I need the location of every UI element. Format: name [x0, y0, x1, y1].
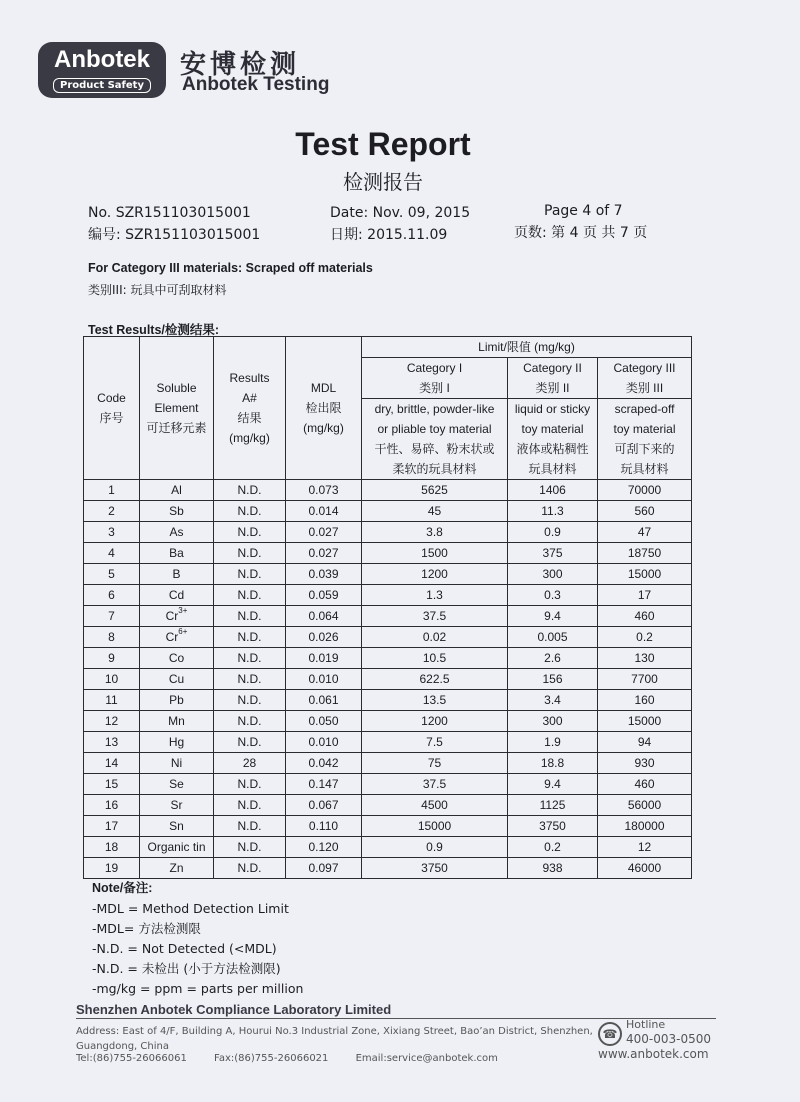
header-cat3-desc — [598, 399, 692, 480]
cell-result: N.D. — [214, 648, 286, 669]
cell-code: 17 — [84, 816, 140, 837]
header-cat1-desc — [362, 399, 508, 480]
cell-mdl: 0.027 — [286, 543, 362, 564]
cell-cat2: 1406 — [508, 480, 598, 501]
cell-result: N.D. — [214, 690, 286, 711]
cell-result: N.D. — [214, 522, 286, 543]
element-symbol: Cr — [165, 629, 179, 644]
header-element-en1: Soluble — [156, 381, 197, 395]
cell-cat1: 10.5 — [362, 648, 508, 669]
cell-cat3: 560 — [598, 501, 692, 522]
cat2-desc-4: 玩具材料 — [528, 462, 577, 476]
cell-element — [140, 627, 214, 648]
cell-element: Ba — [140, 543, 214, 564]
header-mdl — [286, 337, 362, 480]
header-results-1: Results — [229, 371, 270, 385]
cell-result: N.D. — [214, 795, 286, 816]
report-number: No. SZR151103015001 — [88, 205, 251, 221]
cell-mdl: 0.026 — [286, 627, 362, 648]
cell-mdl: 0.110 — [286, 816, 362, 837]
header-cat2-desc — [508, 399, 598, 480]
cell-code: 6 — [84, 585, 140, 606]
cell-element: Ni — [140, 753, 214, 774]
note-line: -N.D. = Not Detected (<MDL) — [92, 941, 277, 956]
header-results-cn: 结果 — [237, 411, 262, 425]
cell-result: N.D. — [214, 858, 286, 879]
cell-cat1: 3750 — [362, 858, 508, 879]
cat2-desc-2: toy material — [521, 422, 584, 436]
cell-cat3: 47 — [598, 522, 692, 543]
cell-mdl: 0.019 — [286, 648, 362, 669]
cell-cat3: 94 — [598, 732, 692, 753]
cell-cat1: 13.5 — [362, 690, 508, 711]
logo-chinese-name: 安博检测 — [180, 50, 301, 80]
cat1-desc-2: or pliable toy material — [377, 422, 492, 436]
notes-heading: Note/备注: — [92, 881, 153, 895]
header-cat2 — [508, 358, 598, 399]
cell-cat3: 18750 — [598, 543, 692, 564]
header-cat1-cn: 类别 I — [419, 381, 450, 395]
header-cat1 — [362, 358, 508, 399]
cell-cat2: 9.4 — [508, 606, 598, 627]
cell-result: N.D. — [214, 816, 286, 837]
header-element — [140, 337, 214, 480]
cell-mdl: 0.042 — [286, 753, 362, 774]
cell-cat1: 3.8 — [362, 522, 508, 543]
cell-cat2: 938 — [508, 858, 598, 879]
cell-mdl: 0.027 — [286, 522, 362, 543]
table-row — [84, 606, 692, 627]
table-row — [84, 564, 692, 585]
cell-mdl: 0.097 — [286, 858, 362, 879]
report-title-cn: 检测报告 — [343, 170, 423, 194]
cell-cat3: 160 — [598, 690, 692, 711]
results-table — [83, 336, 692, 879]
header-mdl-en: MDL — [310, 381, 337, 395]
cell-element: Pb — [140, 690, 214, 711]
header-mdl-cn: 检出限 — [305, 401, 342, 415]
header-cat2-cn: 类别 II — [535, 381, 570, 395]
cell-cat3: 15000 — [598, 711, 692, 732]
cell-cat1: 15000 — [362, 816, 508, 837]
footer-contacts — [76, 1053, 522, 1064]
note-line: -mg/kg = ppm = parts per million — [92, 981, 304, 996]
logo-tagline: Product Safety — [53, 78, 151, 93]
page-number-cn: 页数: 第 4 页 共 7 页 — [514, 225, 648, 241]
table-row — [84, 648, 692, 669]
table-row — [84, 522, 692, 543]
table-row — [84, 585, 692, 606]
cell-mdl: 0.073 — [286, 480, 362, 501]
cell-result: N.D. — [214, 585, 286, 606]
note-line: -N.D. = 未检出 (小于方法检测限) — [92, 961, 281, 976]
category-heading-cn: 类别III: 玩具中可刮取材料 — [88, 283, 227, 297]
cell-element: Cu — [140, 669, 214, 690]
cat1-desc-1: dry, brittle, powder-like — [374, 402, 495, 416]
cell-element: Sn — [140, 816, 214, 837]
element-symbol: Cr — [165, 608, 179, 623]
cell-mdl: 0.010 — [286, 669, 362, 690]
hotline-label: Hotline — [626, 1018, 666, 1031]
cell-result: N.D. — [214, 564, 286, 585]
cell-mdl: 0.039 — [286, 564, 362, 585]
cell-cat1: 1200 — [362, 564, 508, 585]
cell-element: Co — [140, 648, 214, 669]
cell-code: 9 — [84, 648, 140, 669]
cell-cat2: 0.3 — [508, 585, 598, 606]
cell-result: 28 — [214, 753, 286, 774]
table-row — [84, 837, 692, 858]
table-row — [84, 858, 692, 879]
anbotek-logo — [38, 42, 166, 98]
cell-cat1: 45 — [362, 501, 508, 522]
cell-element: Organic tin — [140, 837, 214, 858]
cell-cat3: 56000 — [598, 795, 692, 816]
header-results-2: A# — [242, 391, 257, 405]
cell-result: N.D. — [214, 837, 286, 858]
cell-cat3: 460 — [598, 774, 692, 795]
table-row — [84, 501, 692, 522]
report-number-cn: 编号: SZR151103015001 — [88, 227, 261, 243]
cell-code: 4 — [84, 543, 140, 564]
cell-cat1: 1500 — [362, 543, 508, 564]
header-cat3-cn: 类别 III — [625, 381, 664, 395]
test-results-title: Test Results/检测结果: — [88, 323, 220, 337]
element-charge: 3+ — [178, 605, 188, 615]
header-limit: Limit/限值 (mg/kg) — [362, 337, 692, 358]
cell-mdl: 0.014 — [286, 501, 362, 522]
footer-company: Shenzhen Anbotek Compliance Laboratory Limited — [76, 1002, 392, 1017]
cell-cat2: 2.6 — [508, 648, 598, 669]
hotline-block — [598, 1018, 728, 1062]
cell-result: N.D. — [214, 732, 286, 753]
report-title: Test Report — [295, 126, 471, 162]
table-row — [84, 480, 692, 501]
cell-cat2: 3750 — [508, 816, 598, 837]
cell-cat3: 460 — [598, 606, 692, 627]
cell-code: 18 — [84, 837, 140, 858]
cell-result: N.D. — [214, 669, 286, 690]
cell-cat2: 375 — [508, 543, 598, 564]
cat3-desc-4: 玩具材料 — [620, 462, 669, 476]
cell-code: 14 — [84, 753, 140, 774]
cell-cat1: 37.5 — [362, 774, 508, 795]
cell-cat2: 0.2 — [508, 837, 598, 858]
hotline-number: 400-003-0500 — [626, 1032, 712, 1046]
cell-cat3: 7700 — [598, 669, 692, 690]
cell-element: Mn — [140, 711, 214, 732]
cell-cat3: 17 — [598, 585, 692, 606]
header-cat2-en: Category II — [523, 361, 582, 375]
cell-element: Cd — [140, 585, 214, 606]
cell-element: B — [140, 564, 214, 585]
cell-cat2: 1.9 — [508, 732, 598, 753]
table-row — [84, 753, 692, 774]
cell-result: N.D. — [214, 606, 286, 627]
cell-cat2: 18.8 — [508, 753, 598, 774]
page-number: Page 4 of 7 — [544, 203, 623, 219]
cell-code: 11 — [84, 690, 140, 711]
header-element-cn: 可迁移元素 — [146, 421, 207, 435]
cell-cat3: 70000 — [598, 480, 692, 501]
header-code-en: Code — [97, 391, 126, 405]
table-row — [84, 795, 692, 816]
footer-website: www.anbotek.com — [598, 1047, 709, 1061]
table-row — [84, 690, 692, 711]
cell-element: Zn — [140, 858, 214, 879]
cell-result: N.D. — [214, 774, 286, 795]
header-cat3-en: Category III — [613, 361, 676, 375]
table-row — [84, 732, 692, 753]
cell-mdl: 0.059 — [286, 585, 362, 606]
category-heading: For Category III materials: Scraped off materials — [88, 261, 373, 275]
note-line: -MDL= 方法检测限 — [92, 921, 201, 936]
cell-mdl: 0.120 — [286, 837, 362, 858]
report-date-cn: 日期: 2015.11.09 — [330, 227, 448, 243]
cell-cat3: 15000 — [598, 564, 692, 585]
element-charge: 6+ — [178, 626, 188, 636]
report-date: Date: Nov. 09, 2015 — [330, 205, 471, 221]
cell-mdl: 0.064 — [286, 606, 362, 627]
cell-code: 10 — [84, 669, 140, 690]
header-results-unit: (mg/kg) — [229, 431, 270, 445]
table-row — [84, 711, 692, 732]
cat2-desc-3: 液体或粘稠性 — [516, 442, 589, 456]
cell-cat1: 622.5 — [362, 669, 508, 690]
cat3-desc-2: toy material — [613, 422, 676, 436]
cell-code: 13 — [84, 732, 140, 753]
cell-cat2: 156 — [508, 669, 598, 690]
header-code — [84, 337, 140, 480]
cell-cat2: 9.4 — [508, 774, 598, 795]
table-row — [84, 627, 692, 648]
cell-cat1: 4500 — [362, 795, 508, 816]
cell-cat1: 1.3 — [362, 585, 508, 606]
cell-cat2: 3.4 — [508, 690, 598, 711]
cell-result: N.D. — [214, 501, 286, 522]
cell-mdl: 0.147 — [286, 774, 362, 795]
cell-cat2: 1125 — [508, 795, 598, 816]
cell-code: 5 — [84, 564, 140, 585]
cell-cat1: 37.5 — [362, 606, 508, 627]
cell-cat2: 0.005 — [508, 627, 598, 648]
cat3-desc-1: scraped-off — [614, 402, 675, 416]
cell-mdl: 0.050 — [286, 711, 362, 732]
cell-cat3: 12 — [598, 837, 692, 858]
cell-mdl: 0.010 — [286, 732, 362, 753]
cell-element: Al — [140, 480, 214, 501]
header-element-en2: Element — [154, 401, 199, 415]
cell-element: Hg — [140, 732, 214, 753]
cell-cat1: 0.9 — [362, 837, 508, 858]
cell-code: 12 — [84, 711, 140, 732]
header-code-cn: 序号 — [99, 411, 124, 425]
header-cat3 — [598, 358, 692, 399]
cell-cat1: 7.5 — [362, 732, 508, 753]
table-row — [84, 816, 692, 837]
cell-cat2: 0.9 — [508, 522, 598, 543]
phone-icon: ☎ — [598, 1022, 622, 1046]
footer-fax: Fax:(86)755-26066021 — [214, 1053, 329, 1064]
table-row — [84, 543, 692, 564]
logo-brand: Anbotek — [54, 46, 150, 73]
cat3-desc-3: 可刮下来的 — [614, 442, 675, 456]
header-results — [214, 337, 286, 480]
notes-section — [92, 878, 303, 999]
cell-element: Sr — [140, 795, 214, 816]
cell-element — [140, 606, 214, 627]
cell-code: 2 — [84, 501, 140, 522]
cell-cat2: 300 — [508, 564, 598, 585]
footer-tel: Tel:(86)755-26066061 — [76, 1053, 187, 1064]
cell-result: N.D. — [214, 543, 286, 564]
cell-cat1: 5625 — [362, 480, 508, 501]
header-cat1-en: Category I — [406, 361, 463, 375]
footer-address: Address: East of 4/F, Building A, Hourui No.3 Industrial Zone, Xixiang Street, Bao’an District, Shenzhen, Guangdong, China — [76, 1026, 593, 1052]
cat1-desc-3: 干性、易碎、粉末状或 — [374, 442, 495, 456]
cell-element: Se — [140, 774, 214, 795]
cell-cat3: 180000 — [598, 816, 692, 837]
cell-element: Sb — [140, 501, 214, 522]
cell-cat3: 46000 — [598, 858, 692, 879]
cell-result: N.D. — [214, 480, 286, 501]
table-row — [84, 669, 692, 690]
results-table-body — [84, 480, 692, 879]
cell-cat3: 0.2 — [598, 627, 692, 648]
cell-code: 19 — [84, 858, 140, 879]
table-row — [84, 774, 692, 795]
cell-code: 3 — [84, 522, 140, 543]
cell-result: N.D. — [214, 627, 286, 648]
header-mdl-unit: (mg/kg) — [303, 421, 344, 435]
cell-mdl: 0.067 — [286, 795, 362, 816]
cell-code: 7 — [84, 606, 140, 627]
cell-cat3: 130 — [598, 648, 692, 669]
footer-email: Email:service@anbotek.com — [355, 1053, 498, 1064]
logo-english-name: Anbotek Testing — [182, 74, 330, 95]
cell-cat1: 75 — [362, 753, 508, 774]
cell-cat1: 0.02 — [362, 627, 508, 648]
cell-cat3: 930 — [598, 753, 692, 774]
cell-cat2: 300 — [508, 711, 598, 732]
cell-mdl: 0.061 — [286, 690, 362, 711]
note-line: -MDL = Method Detection Limit — [92, 901, 289, 916]
cat2-desc-1: liquid or sticky — [514, 402, 591, 416]
cell-cat2: 11.3 — [508, 501, 598, 522]
cell-cat1: 1200 — [362, 711, 508, 732]
cell-result: N.D. — [214, 711, 286, 732]
cell-code: 15 — [84, 774, 140, 795]
cell-code: 1 — [84, 480, 140, 501]
cat1-desc-4: 柔软的玩具材料 — [392, 462, 477, 476]
cell-code: 16 — [84, 795, 140, 816]
cell-element: As — [140, 522, 214, 543]
cell-code: 8 — [84, 627, 140, 648]
